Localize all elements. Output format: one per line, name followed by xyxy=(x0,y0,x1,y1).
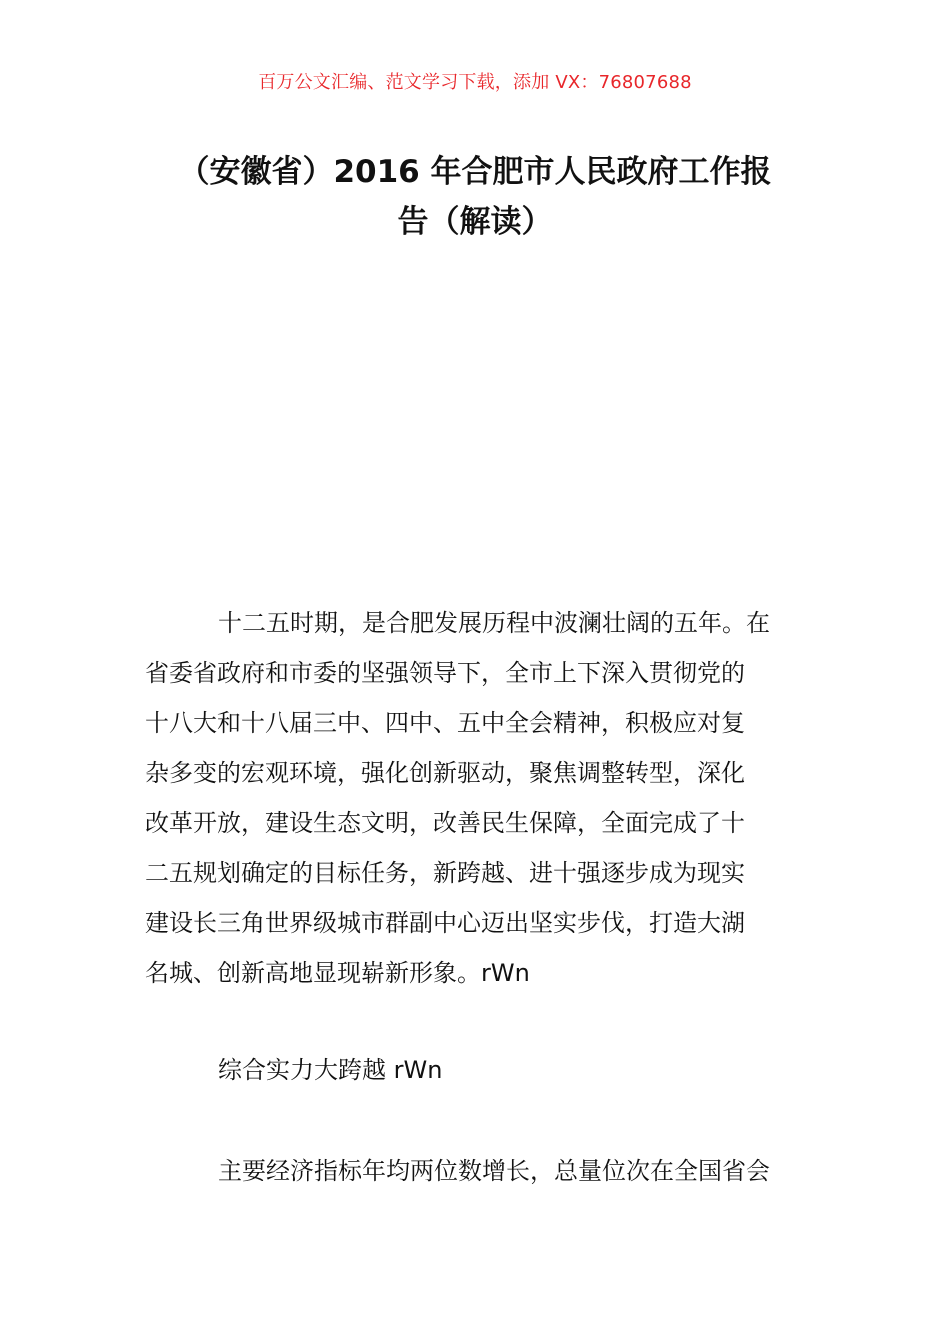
watermark-header: 百万公文汇编、范文学习下载，添加 VX：76807688 xyxy=(258,72,692,93)
paragraph-line: 名城、创新高地显现崭新形象。rWn xyxy=(145,959,530,987)
paragraph-line: 改革开放，建设生态文明，改善民生保障，全面完成了十 xyxy=(145,809,745,837)
paragraph-intro xyxy=(145,598,815,998)
paragraph-line: 省委省政府和市委的坚强领导下，全市上下深入贯彻党的 xyxy=(145,659,745,687)
paragraph-line: 建设长三角世界级城市群副中心迈出坚实步伐，打造大湖 xyxy=(145,909,745,937)
section-heading-text: 综合实力大跨越 rWn xyxy=(218,1056,443,1084)
document-title-line-2: 告（解读） xyxy=(397,204,553,240)
paragraph-line: 杂多变的宏观环境，强化创新驱动，聚焦调整转型，深化 xyxy=(145,759,745,787)
paragraph-line: 十八大和十八届三中、四中、五中全会精神，积极应对复 xyxy=(145,709,745,737)
paragraph-economy xyxy=(145,1146,815,1196)
section-heading xyxy=(145,1045,815,1095)
paragraph-line: 二五规划确定的目标任务，新跨越、进十强逐步成为现实 xyxy=(145,859,745,887)
paragraph-line: 十二五时期，是合肥发展历程中波澜壮阔的五年。在 xyxy=(218,609,770,637)
document-title-line-1: （安徽省）2016 年合肥市人民政府工作报 xyxy=(178,154,772,190)
paragraph-line: 主要经济指标年均两位数增长，总量位次在全国省会 xyxy=(218,1157,770,1185)
